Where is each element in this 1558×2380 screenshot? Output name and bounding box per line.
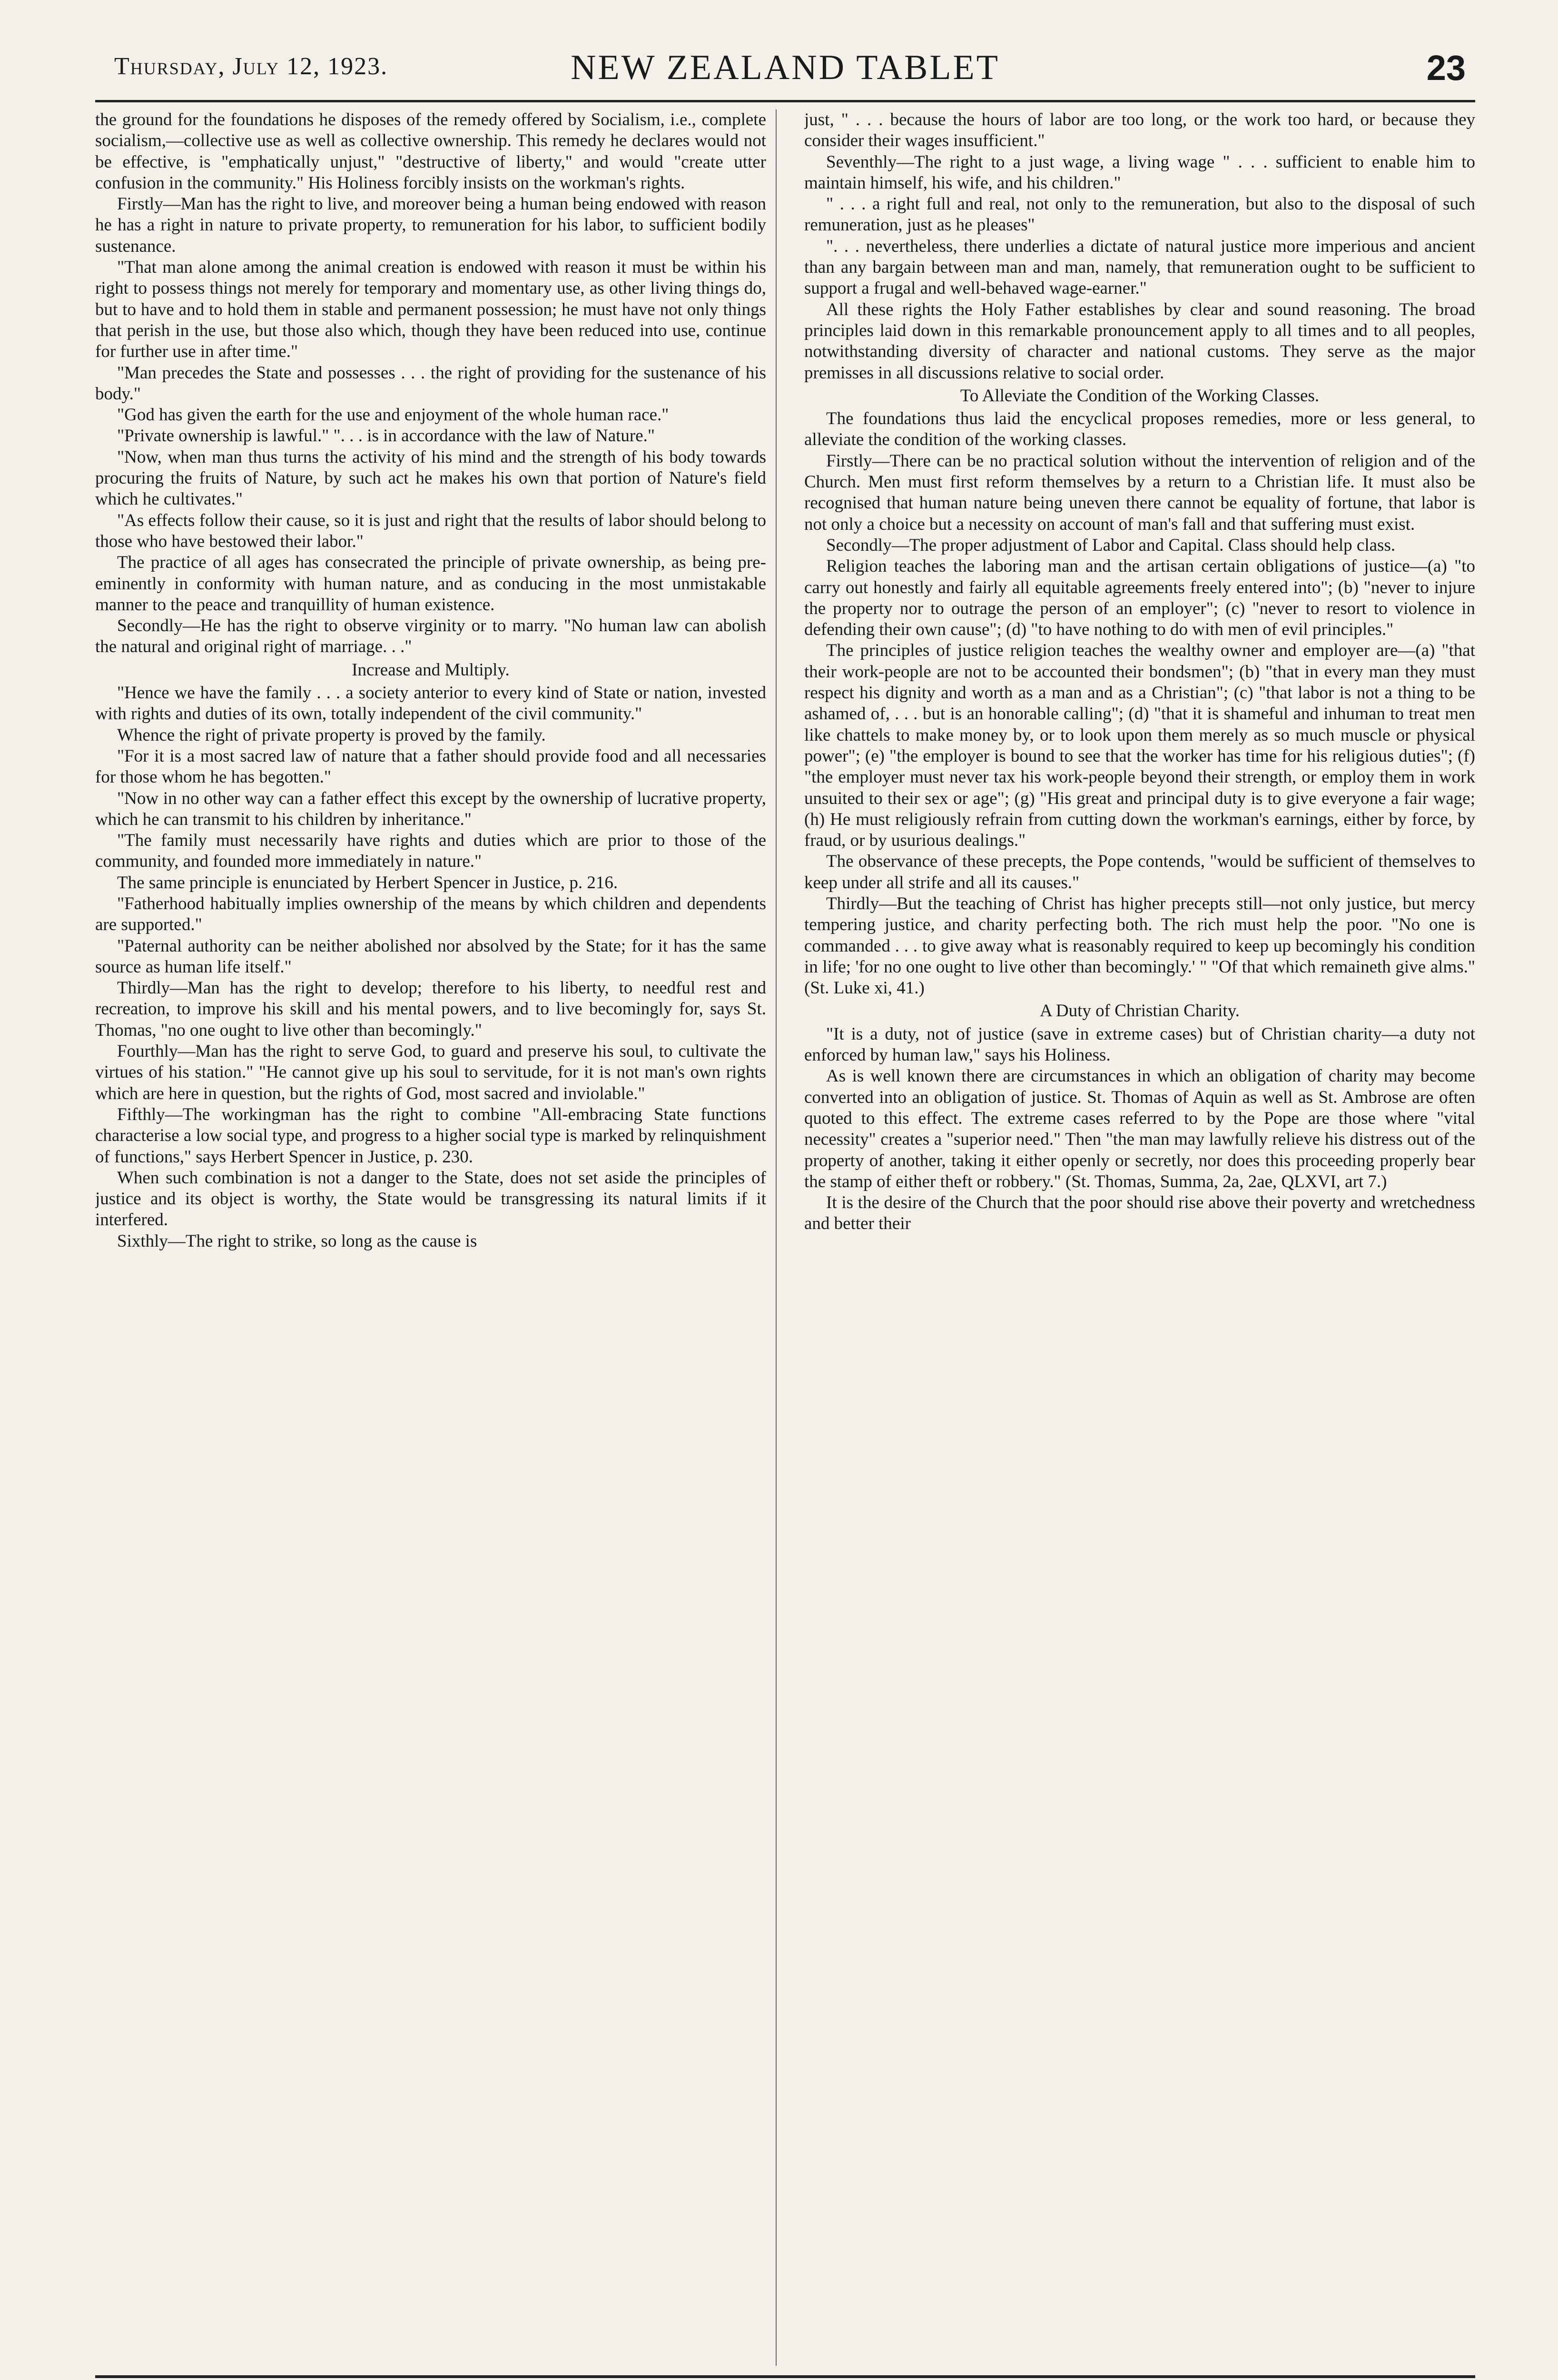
section-heading: To Alleviate the Condition of the Working Classes. [960,386,1320,406]
paragraph: "Fatherhood habitually implies ownership of the means by which children and dependents are supported." [95,893,766,935]
paragraph: "Paternal authority can be neither abolished nor absolved by the State; for it has the same source as human life itself." [95,936,766,977]
page-header [95,43,1475,102]
paragraph: "Hence we have the family . . . a society anterior to every kind of State or nation, invested with rights and duties of its own, totally independent of the civil community." [95,683,766,724]
paragraph: Religion teaches the laboring man and the artisan certain obligations of justice—(a) "to carry out honestly and fairly all equitable agreements freely entered into"; (b) "never to injure the property nor to outrage the person of an employer"; (c) "never to resort to violence in defending their own cause"; (d) "to have nothing to do with men of evil principles." [804,556,1475,640]
paragraph: Sixthly—The right to strike, so long as the cause is [117,1231,477,1251]
paragraph: "For it is a most sacred law of nature that a father should provide food and all necessaries for those whom he has begotten." [95,746,766,787]
column-divider [776,109,777,2366]
column-left [95,109,766,2366]
paragraph: "As effects follow their cause, so it is just and right that the results of labor should belong to those who have bestowed their labor." [95,510,766,551]
paragraph: Fourthly—Man has the right to serve God, to guard and preserve his soul, to cultivate the virtues of his station." "He cannot give up his soul to servitude, for it is not man's own rights which are here in question, but the rights of God, most sacred and inviolable." [95,1041,766,1103]
paragraph: All these rights the Holy Father establishes by clear and sound reasoning. The broad principles laid down in this remarkable pronouncement apply to all times and to all peoples, notwithstanding diversity of character and national customs. They serve as the major premisses in all discussions relative to social order. [804,299,1475,383]
paragraph: "Now in no other way can a father effect this except by the ownership of lucrative property, which he can transmit to his children by inheritance." [95,788,766,829]
paragraph: ". . . nevertheless, there underlies a dictate of natural justice more imperious and ancient than any bargain between man and man, namely, that remuneration ought to be sufficient to support a frugal and well-behaved wage-earner." [804,236,1475,298]
paragraph: "Now, when man thus turns the activity of his mind and the strength of his body towards procuring the fruits of Nature, by such act he makes his own that portion of Nature's field which he cultivates." [95,447,766,509]
paragraph: Thirdly—But the teaching of Christ has higher precepts still—not only justice, but mercy tempering justice, and charity perfecting both. The rich must help the poor. "No one is commanded . . . to give away what is reasonably required to keep up becomingly his condition in life; 'for no one ought to live other than becomingly.' " "Of that which remaineth give alms." (St. Luke xi, 41.) [804,893,1475,998]
paragraph: The same principle is enunciated by Herbert Spencer in Justice, p. 216. [117,873,618,892]
paragraph: Seventhly—The right to a just wage, a living wage " . . . sufficient to enable him to maintain himself, his wife, and his children." [804,152,1475,193]
paragraph: The principles of justice religion teaches the wealthy owner and employer are—(a) "that their work-people are not to be accounted their bondsmen"; (b) "that in every man they must respect his dignity and worth as a man and as a Christian"; (c) "that labor is not a thing to be ashamed of, . . . but is an honorable calling"; (d) "that it is shameful and inhuman to treat men like chattels to make money by, or to look upon them merely as so much muscle or physical power"; (e) "the employer is bound to see that the worker has time for his religious duties"; (f) "the employer must never tax his work-people beyond their strength, or employ them in work unsuited to their sex or age"; (g) "His great and principal duty is to give everyone a fair wage; (h) He must religiously refrain from cutting down the workman's earnings, either by force, by fraud, or by usurious dealings." [804,641,1475,851]
paragraph: "It is a duty, not of justice (save in extreme cases) but of Christian charity—a duty not enforced by human law," says his Holiness. [804,1024,1475,1065]
paragraph: It is the desire of the Church that the poor should rise above their poverty and wretchedness and better their [804,1193,1475,1234]
paragraph: "That man alone among the animal creation is endowed with reason it must be within his right to possess things not merely for temporary and momentary use, as other living things do, but to have and to hold them in stable and permanent possession; he must have not only things that perish in the use, but those also which, though they have been reduced into use, continue for further use in after time." [95,258,766,362]
paragraph: the ground for the foundations he disposes of the remedy offered by Socialism, i.e., complete socialism,—collective use as well as collective ownership. This remedy he declares would not be effective, is "emphatically unjust," "destructive of liberty," and would "create utter confusion in the community." His Holiness forcibly insists on the workman's rights. [95,110,766,193]
paragraph: The foundations thus laid the encyclical proposes remedies, more or less general, to alleviate the condition of the working classes. [804,409,1475,450]
paragraph: Thirdly—Man has the right to develop; therefore to his liberty, to needful rest and recreation, to improve his skill and his mental powers, and to live becomingly for, says St. Thomas, "no one ought to live other than becomingly." [95,978,766,1040]
paragraph: Whence the right of private property is proved by the family. [117,725,546,745]
paragraph: The practice of all ages has consecrated the principle of private ownership, as being pre-eminently in conformity with human nature, and as conducing in the most unmistakable manner to the peace and tranquillity of human existence. [95,553,766,615]
advertisement-footer [95,2375,1475,2380]
paragraph: "Private ownership is lawful." ". . . is in accordance with the law of Nature." [117,426,655,446]
paragraph: Firstly—There can be no practical solution without the intervention of religion and of the Church. Men must first reform themselves by a return to a Christian life. It must also be recognised that human nature being uneven there cannot be equality of fortune, that labor is not only a choice but a necessity on account of man's fall and that suffering must exist. [804,451,1475,534]
paragraph: "The family must necessarily have rights and duties which are prior to those of the community, and founded more immediately in nature." [95,831,766,872]
section-heading: A Duty of Christian Charity. [1040,1001,1240,1021]
paragraph: The observance of these precepts, the Pope contends, "would be sufficient of themselves to keep under all strife and all its causes." [804,852,1475,892]
page-number: 23 [1426,48,1466,88]
section-heading: Increase and Multiply. [352,660,510,680]
paragraph: just, " . . . because the hours of labor are too long, or the work too hard, or because they consider their wages insufficient." [804,110,1475,151]
paragraph: "Man precedes the State and possesses . . . the right of providing for the sustenance of his body." [95,363,766,404]
paragraph: Firstly—Man has the right to live, and moreover being a human being endowed with reason he has a right in nature to private property, to remuneration for his labor, to sufficient bodily sustenance. [95,194,766,256]
paragraph: " . . . a right full and real, not only to the remuneration, but also to the disposal of such remuneration, just as he pleases" [804,194,1475,235]
paragraph: As is well known there are circumstances in which an obligation of charity may become converted into an obligation of justice. St. Thomas of Aquin as well as St. Ambrose are often quoted to this effect. The extreme cases referred to by the Pope are those where "vital necessity" creates a "superior need." Then "the man may lawfully relieve his distress out of the property of another, taking it either openly or secretly, nor does this proceeding properly bear the stamp of either theft or robbery." (St. Thomas, Summa, 2a, 2ae, QLXVI, art 7.) [804,1066,1475,1191]
newspaper-page [95,43,1475,2380]
paragraph: "God has given the earth for the use and enjoyment of the whole human race." [117,405,669,425]
issue-date: Thursday, July 12, 1923. [114,53,388,80]
paragraph: Fifthly—The workingman has the right to combine "All-embracing State functions characterise a low social type, and progress to a higher social type is marked by relinquishment of functions," says Herbert Spencer in Justice, p. 230. [95,1104,766,1167]
article-columns [95,109,1475,2366]
publication-title: NEW ZEALAND TABLET [571,48,1000,87]
paragraph: Secondly—He has the right to observe virginity or to marry. "No human law can abolish the natural and original right of marriage. . ." [95,616,766,657]
column-right [804,109,1475,2366]
paragraph: Secondly—The proper adjustment of Labor and Capital. Class should help class. [826,535,1396,555]
paragraph: When such combination is not a danger to the State, does not set aside the principles of justice and its object is worthy, the State would be transgressing its natural limits if it interfered. [95,1168,766,1230]
